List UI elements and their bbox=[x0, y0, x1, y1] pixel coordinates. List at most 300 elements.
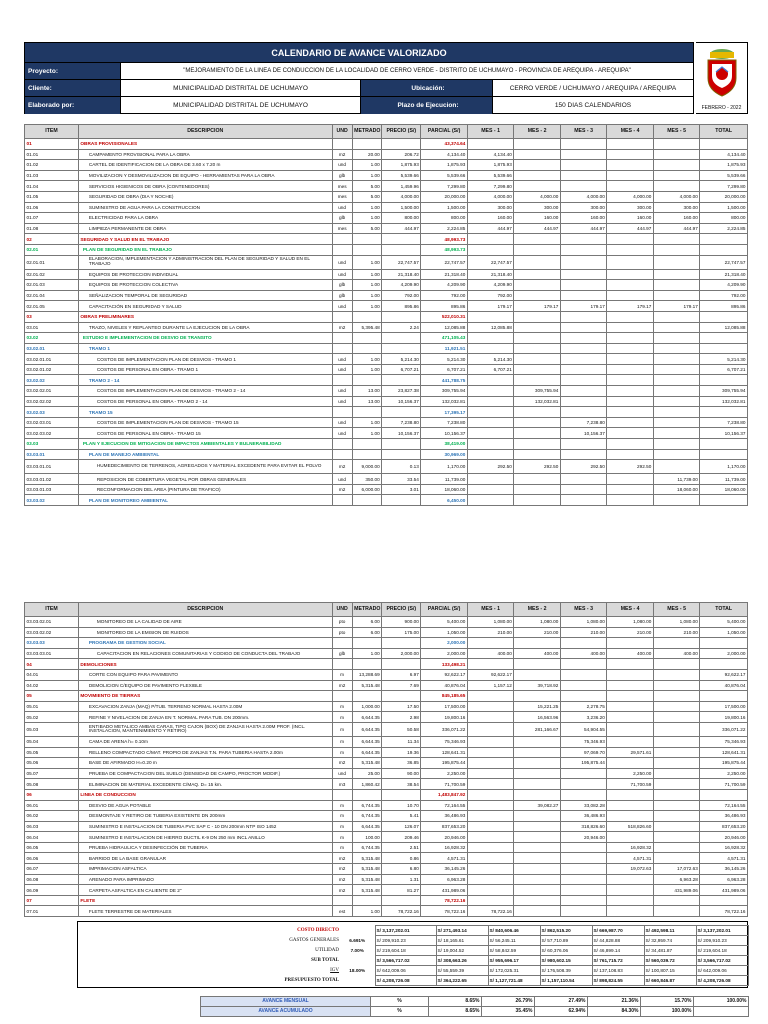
cell-mes-4 bbox=[607, 343, 654, 354]
cell-mes-3: 160.00 bbox=[560, 213, 607, 224]
cell-metrado: 13,288.69 bbox=[352, 669, 382, 680]
cell-und: m bbox=[332, 842, 352, 853]
cell-und: und bbox=[332, 386, 352, 397]
cell-metrado: 1.00 bbox=[352, 364, 382, 375]
cell-mes-1 bbox=[467, 712, 514, 723]
cell-mes-1 bbox=[467, 779, 514, 790]
cell-total bbox=[700, 375, 748, 386]
cell-mes-2 bbox=[514, 234, 561, 245]
cell-mes-1 bbox=[467, 832, 514, 843]
cell-metrado: 6,644.35 bbox=[352, 722, 382, 736]
cell-precio: 1,459.96 bbox=[382, 181, 421, 192]
cell-mes-5 bbox=[653, 779, 700, 790]
cell-mes-4 bbox=[607, 375, 654, 386]
table-row bbox=[25, 779, 748, 790]
cell-mes-4: 292.50 bbox=[607, 460, 654, 474]
cell-descripcion: EQUIPOS DE PROTECCION INDIVIDUAL bbox=[78, 269, 332, 280]
cell-mes-3 bbox=[560, 290, 607, 301]
cell-und bbox=[332, 659, 352, 670]
summary-value: S/ 219,604.18 bbox=[375, 946, 436, 956]
cell-mes-5 bbox=[653, 417, 700, 428]
cell-mes-2 bbox=[514, 322, 561, 333]
summary-value: S/ 840,606.46 bbox=[488, 926, 540, 936]
summary-value: S/ 34,481.87 bbox=[644, 946, 696, 956]
progress-value: 8.65% bbox=[429, 997, 482, 1007]
table-row bbox=[25, 460, 748, 474]
cell-mes-3: 2,278.75 bbox=[560, 701, 607, 712]
cell-item: 06.09 bbox=[25, 885, 79, 896]
cell-mes-3 bbox=[560, 768, 607, 779]
cell-mes-4: 518,826.60 bbox=[607, 821, 654, 832]
cell-mes-5 bbox=[653, 811, 700, 822]
cell-mes-5 bbox=[653, 269, 700, 280]
cell-mes-4 bbox=[607, 290, 654, 301]
cell-parcial: 11,921.51 bbox=[421, 343, 468, 354]
cell-item: 03.02.02.01 bbox=[25, 386, 79, 397]
cell-metrado bbox=[352, 659, 382, 670]
cell-mes-5 bbox=[653, 160, 700, 171]
cell-mes-1: 210.00 bbox=[467, 627, 514, 638]
cell-precio: 895.86 bbox=[382, 301, 421, 312]
cell-und: und bbox=[332, 160, 352, 171]
cell-mes-4 bbox=[607, 354, 654, 365]
cell-und bbox=[332, 895, 352, 906]
cell-und: m bbox=[332, 747, 352, 758]
cell-parcial: 133,498.21 bbox=[421, 659, 468, 670]
cell-mes-1 bbox=[467, 747, 514, 758]
cell-und bbox=[332, 449, 352, 460]
summary-label: IGV bbox=[330, 968, 339, 973]
cell-mes-4 bbox=[607, 659, 654, 670]
summary-value: S/ 209,910.23 bbox=[375, 936, 436, 946]
table-row bbox=[25, 768, 748, 779]
cell-mes-3 bbox=[560, 234, 607, 245]
cell-mes-1 bbox=[467, 234, 514, 245]
cell-mes-5: 400.00 bbox=[653, 648, 700, 659]
municipal-logo bbox=[696, 42, 748, 114]
cell-metrado: 6,744.35 bbox=[352, 800, 382, 811]
table-header bbox=[25, 603, 748, 617]
cell-mes-4 bbox=[607, 712, 654, 723]
cell-und: m2 bbox=[332, 874, 352, 885]
cell-precio: 10,156.37 bbox=[382, 396, 421, 407]
cell-mes-2 bbox=[514, 375, 561, 386]
cell-mes-5: 444.97 bbox=[653, 223, 700, 234]
cell-parcial: 336,071.22 bbox=[421, 722, 468, 736]
cell-mes-2 bbox=[514, 364, 561, 375]
cell-descripcion: SUMINISTRO DE AGUA PARA LA CONSTRUCCION bbox=[78, 202, 332, 213]
cell-parcial: 837,653.20 bbox=[421, 821, 468, 832]
cell-mes-3 bbox=[560, 842, 607, 853]
cell-mes-5 bbox=[653, 439, 700, 450]
cell-parcial: 48,993.73 bbox=[421, 234, 468, 245]
cell-parcial: 5,539.66 bbox=[421, 170, 468, 181]
progress-value: 84.30% bbox=[588, 1007, 641, 1017]
cell-item: 04.01 bbox=[25, 669, 79, 680]
cell-descripcion: IMPRIMACION ASFALTICA bbox=[78, 864, 332, 875]
cell-descripcion: PLAN Y EJECUCION DE MITIGACION DE IMPACTOS AMBIENTALES Y BULNERABILIDAD bbox=[78, 439, 332, 450]
cell-precio: 1,500.00 bbox=[382, 202, 421, 213]
cell-mes-1: 7,299.80 bbox=[467, 181, 514, 192]
summary-value: S/ 55,559.39 bbox=[436, 966, 488, 976]
cell-total: 7,299.80 bbox=[700, 181, 748, 192]
cell-und bbox=[332, 375, 352, 386]
cell-metrado: 1.00 bbox=[352, 301, 382, 312]
cell-total: 72,164.55 bbox=[700, 800, 748, 811]
cell-descripcion: FLETE bbox=[78, 895, 332, 906]
column-header-und: UND bbox=[332, 603, 352, 617]
table-row bbox=[25, 638, 748, 649]
cell-total bbox=[700, 439, 748, 450]
cell-metrado: 20.00 bbox=[352, 149, 382, 160]
cell-precio: 5,539.66 bbox=[382, 170, 421, 181]
cell-mes-4: 300.00 bbox=[607, 202, 654, 213]
cell-descripcion: LINEA DE CONDUCCION bbox=[78, 789, 332, 800]
cell-mes-4: 400.00 bbox=[607, 648, 654, 659]
cell-mes-4 bbox=[607, 449, 654, 460]
cell-und bbox=[332, 789, 352, 800]
cell-parcial: 5,400.00 bbox=[421, 617, 468, 628]
table-row bbox=[25, 874, 748, 885]
cell-mes-3: 195,875.44 bbox=[560, 758, 607, 769]
cell-und: m bbox=[332, 701, 352, 712]
cell-mes-1 bbox=[467, 638, 514, 649]
cell-item: 03.03.01.03 bbox=[25, 484, 79, 495]
cell-und: m2 bbox=[332, 149, 352, 160]
cell-mes-1 bbox=[467, 407, 514, 418]
cell-mes-1 bbox=[467, 484, 514, 495]
cell-metrado: 6,644.35 bbox=[352, 821, 382, 832]
cell-mes-1: 792.00 bbox=[467, 290, 514, 301]
summary-percent bbox=[340, 956, 375, 966]
cell-und bbox=[332, 439, 352, 450]
cell-mes-5 bbox=[653, 712, 700, 723]
table-row bbox=[25, 853, 748, 864]
cell-item: 03.02.01.01 bbox=[25, 354, 79, 365]
cell-item: 03.02.01.02 bbox=[25, 364, 79, 375]
cell-mes-5 bbox=[653, 280, 700, 291]
cell-precio: 50.58 bbox=[382, 722, 421, 736]
cell-mes-3 bbox=[560, 853, 607, 864]
cell-mes-5 bbox=[653, 364, 700, 375]
cell-mes-2 bbox=[514, 311, 561, 322]
cell-mes-1: 300.00 bbox=[467, 202, 514, 213]
cell-descripcion: COSTOS DE PERSONAL EN OBRA - TRAMO 15 bbox=[78, 428, 332, 439]
cell-mes-4 bbox=[607, 758, 654, 769]
summary-value: S/ 3,137,202.01 bbox=[375, 926, 436, 936]
cell-mes-3 bbox=[560, 449, 607, 460]
cell-parcial: 16,928.32 bbox=[421, 842, 468, 853]
cell-precio bbox=[382, 407, 421, 418]
cell-item: 01.07 bbox=[25, 213, 79, 224]
column-header-item: ITEM bbox=[25, 603, 79, 617]
cell-parcial: 17,395.17 bbox=[421, 407, 468, 418]
cell-total: 336,071.22 bbox=[700, 722, 748, 736]
cell-mes-2 bbox=[514, 864, 561, 875]
table-row bbox=[25, 213, 748, 224]
cell-und: und bbox=[332, 474, 352, 485]
cell-metrado bbox=[352, 789, 382, 800]
table-row bbox=[25, 191, 748, 202]
cell-parcial: 7,238.80 bbox=[421, 417, 468, 428]
summary-row bbox=[270, 936, 748, 946]
cell-mes-4 bbox=[607, 311, 654, 322]
cell-item: 01.03 bbox=[25, 170, 79, 181]
column-header-mes-5: MES - 5 bbox=[653, 603, 700, 617]
column-header-descripcion: DESCRIPCION bbox=[78, 125, 332, 139]
cell-mes-4 bbox=[607, 181, 654, 192]
cell-precio: 5.41 bbox=[382, 811, 421, 822]
cell-mes-5: 17,072.63 bbox=[653, 864, 700, 875]
cell-descripcion: TRAMO 15 bbox=[78, 407, 332, 418]
cell-mes-3: 318,826.60 bbox=[560, 821, 607, 832]
cell-parcial: 40,876.04 bbox=[421, 680, 468, 691]
cell-mes-1 bbox=[467, 417, 514, 428]
cell-parcial: 1,500.00 bbox=[421, 202, 468, 213]
cell-item: 05.06 bbox=[25, 758, 79, 769]
cell-mes-1 bbox=[467, 659, 514, 670]
cell-metrado: 1.00 bbox=[352, 417, 382, 428]
cell-und: m bbox=[332, 736, 352, 747]
table-row bbox=[25, 484, 748, 495]
cell-mes-2: 179.17 bbox=[514, 301, 561, 312]
cell-und: und bbox=[332, 396, 352, 407]
column-header-mes-1: MES - 1 bbox=[467, 603, 514, 617]
table-row bbox=[25, 648, 748, 659]
cell-descripcion: TRAMO 2 - 14 bbox=[78, 375, 332, 386]
table-row bbox=[25, 800, 748, 811]
cell-mes-3 bbox=[560, 139, 607, 150]
cell-metrado: 1.00 bbox=[352, 202, 382, 213]
cell-mes-4 bbox=[607, 407, 654, 418]
cell-mes-1: 5,539.66 bbox=[467, 170, 514, 181]
summary-percent bbox=[340, 926, 375, 936]
cell-mes-5 bbox=[653, 234, 700, 245]
progress-value: 8.65% bbox=[429, 1007, 482, 1017]
cell-parcial: 845,185.65 bbox=[421, 691, 468, 702]
cell-mes-2 bbox=[514, 768, 561, 779]
table-row bbox=[25, 202, 748, 213]
cell-item: 06.04 bbox=[25, 832, 79, 843]
cell-total: 78,722.16 bbox=[700, 906, 748, 917]
cell-item: 04 bbox=[25, 659, 79, 670]
cell-mes-5 bbox=[653, 449, 700, 460]
cell-parcial: 2,250.00 bbox=[421, 768, 468, 779]
cell-mes-4: 19,072.63 bbox=[607, 864, 654, 875]
cell-mes-2 bbox=[514, 428, 561, 439]
table-row bbox=[25, 691, 748, 702]
budget-table-2 bbox=[24, 602, 748, 917]
plazo-value: 150 DIAS CALENDARIOS bbox=[492, 97, 693, 114]
cell-parcial: 22,747.57 bbox=[421, 255, 468, 269]
cell-item: 03.02.02 bbox=[25, 375, 79, 386]
cell-metrado: 1.00 bbox=[352, 280, 382, 291]
cell-metrado bbox=[352, 895, 382, 906]
table-row bbox=[25, 139, 748, 150]
cell-metrado: 5,315.48 bbox=[352, 864, 382, 875]
cell-precio: 78,722.16 bbox=[382, 906, 421, 917]
cell-mes-4: 179.17 bbox=[607, 301, 654, 312]
cell-descripcion: COSTOS DE IMPLEMENTACION PLAN DE DESVIOS - TRAMO 1 bbox=[78, 354, 332, 365]
cell-descripcion: CAPACITACION EN RELACIONES COMUNITARIAS Y CODIGO DE CONDUCTA DEL TRABAJO bbox=[78, 648, 332, 659]
cell-total: 16,928.32 bbox=[700, 842, 748, 853]
cell-mes-1: 92,622.17 bbox=[467, 669, 514, 680]
cell-mes-5 bbox=[653, 407, 700, 418]
cell-mes-3 bbox=[560, 255, 607, 269]
cell-mes-4 bbox=[607, 149, 654, 160]
column-header-total: TOTAL bbox=[700, 603, 748, 617]
table-row bbox=[25, 736, 748, 747]
cell-mes-2 bbox=[514, 181, 561, 192]
cell-mes-1: 160.00 bbox=[467, 213, 514, 224]
cell-total: 36,486.93 bbox=[700, 811, 748, 822]
cell-mes-5 bbox=[653, 244, 700, 255]
cell-parcial: 895.86 bbox=[421, 301, 468, 312]
cell-mes-2 bbox=[514, 821, 561, 832]
cell-mes-2 bbox=[514, 659, 561, 670]
table-row bbox=[25, 343, 748, 354]
cell-mes-3: 20,946.00 bbox=[560, 832, 607, 843]
cell-precio: 5,214.30 bbox=[382, 354, 421, 365]
cell-mes-4 bbox=[607, 170, 654, 181]
cell-parcial: 195,875.44 bbox=[421, 758, 468, 769]
progress-row bbox=[201, 997, 749, 1007]
cell-metrado: 13.00 bbox=[352, 396, 382, 407]
cell-mes-5 bbox=[653, 333, 700, 344]
cell-parcial: 20,000.00 bbox=[421, 191, 468, 202]
cell-descripcion: PLAN DE SEGURIDAD EN EL TRABAJO bbox=[78, 244, 332, 255]
cell-und: m3 bbox=[332, 779, 352, 790]
cell-mes-1: 6,707.21 bbox=[467, 364, 514, 375]
cell-und: und bbox=[332, 417, 352, 428]
cell-item: 03.01 bbox=[25, 322, 79, 333]
cell-mes-5 bbox=[653, 853, 700, 864]
cell-mes-5 bbox=[653, 290, 700, 301]
table-row bbox=[25, 617, 748, 628]
cell-item: 05 bbox=[25, 691, 79, 702]
cell-mes-2 bbox=[514, 290, 561, 301]
cell-mes-4 bbox=[607, 638, 654, 649]
cell-mes-1 bbox=[467, 386, 514, 397]
cell-mes-3: 97,069.70 bbox=[560, 747, 607, 758]
cell-metrado: 6.00 bbox=[352, 617, 382, 628]
cell-descripcion: CAMPAMENTO PROVISIONAL PARA LA OBRA bbox=[78, 149, 332, 160]
cell-parcial: 2,000.00 bbox=[421, 638, 468, 649]
cell-mes-4 bbox=[607, 885, 654, 896]
cliente-label: Cliente: bbox=[25, 80, 120, 96]
table-row bbox=[25, 234, 748, 245]
cell-descripcion: ELECTRICIDAD PARA LA OBRA bbox=[78, 213, 332, 224]
cell-mes-1 bbox=[467, 333, 514, 344]
cell-mes-1 bbox=[467, 874, 514, 885]
cell-metrado: 6,644.35 bbox=[352, 747, 382, 758]
cell-descripcion: SERVICIOS HIGIENICOS DE OBRA (CONTENEDORES) bbox=[78, 181, 332, 192]
cell-item: 04.02 bbox=[25, 680, 79, 691]
cell-metrado: 5.00 bbox=[352, 223, 382, 234]
summary-row bbox=[270, 976, 748, 986]
cell-total: 128,641.31 bbox=[700, 747, 748, 758]
summary-value: S/ 209,910.23 bbox=[696, 936, 748, 946]
cell-mes-2 bbox=[514, 747, 561, 758]
cell-descripcion: DESVIO DE AGUA POTABLE bbox=[78, 800, 332, 811]
cell-mes-5 bbox=[653, 386, 700, 397]
cell-parcial: 6,707.21 bbox=[421, 364, 468, 375]
cell-und: m2 bbox=[332, 885, 352, 896]
cell-item: 01 bbox=[25, 139, 79, 150]
progress-value: 27.49% bbox=[535, 997, 588, 1007]
cell-item: 05.05 bbox=[25, 747, 79, 758]
cell-und: glb bbox=[332, 213, 352, 224]
cell-total: 309,755.94 bbox=[700, 386, 748, 397]
table-row bbox=[25, 474, 748, 485]
cell-und: und bbox=[332, 768, 352, 779]
cell-mes-5 bbox=[653, 396, 700, 407]
cell-parcial: 1,170.00 bbox=[421, 460, 468, 474]
cell-und bbox=[332, 311, 352, 322]
cell-item: 03.03.02.02 bbox=[25, 627, 79, 638]
summary-percent: 7.00% bbox=[350, 948, 364, 953]
cell-mes-5 bbox=[653, 722, 700, 736]
cell-item: 03.02.02.02 bbox=[25, 396, 79, 407]
cell-parcial: 38,419.00 bbox=[421, 439, 468, 450]
table-row bbox=[25, 407, 748, 418]
summary-value: S/ 560,039.72 bbox=[644, 956, 696, 966]
cell-mes-5: 431,989.06 bbox=[653, 885, 700, 896]
column-header-mes-2: MES - 2 bbox=[514, 603, 561, 617]
cell-mes-4 bbox=[607, 364, 654, 375]
cell-und: pto bbox=[332, 617, 352, 628]
cell-und bbox=[332, 638, 352, 649]
cell-parcial: 36,486.93 bbox=[421, 811, 468, 822]
summary-value: S/ 669,987.70 bbox=[592, 926, 644, 936]
cell-metrado: 1.00 bbox=[352, 648, 382, 659]
cell-und: glb bbox=[332, 290, 352, 301]
cell-descripcion: LIMPIEZA PERMANENTE DE OBRA bbox=[78, 223, 332, 234]
cell-descripcion: ENTIBADO METALICO AMBAS CARAS, TIPO CAJON (BOX) DE ZANJAS HASTA 2.00M PROF. (INCL. INSTALACION, MANTENIMIENTO Y RETIRO) bbox=[78, 722, 332, 736]
cell-total bbox=[700, 495, 748, 506]
cell-mes-3 bbox=[560, 322, 607, 333]
summary-value: S/ 19,004.52 bbox=[436, 946, 488, 956]
progress-value: 15.70% bbox=[641, 997, 694, 1007]
cell-mes-1 bbox=[467, 439, 514, 450]
cell-item: 07.01 bbox=[25, 906, 79, 917]
cell-mes-5 bbox=[653, 832, 700, 843]
cell-mes-2 bbox=[514, 149, 561, 160]
cell-parcial: 6,450.00 bbox=[421, 495, 468, 506]
cell-descripcion: ESTUDIO E IMPLEMENTACION DE DESVIO DE TRANSITO bbox=[78, 333, 332, 344]
cell-mes-1: 444.97 bbox=[467, 223, 514, 234]
cell-total: 10,156.37 bbox=[700, 428, 748, 439]
summary-value: S/ 761,715.72 bbox=[592, 956, 644, 966]
cell-parcial: 431,989.06 bbox=[421, 885, 468, 896]
cell-precio: 175.00 bbox=[382, 627, 421, 638]
cell-parcial: 17,500.00 bbox=[421, 701, 468, 712]
cell-total bbox=[700, 789, 748, 800]
cell-total bbox=[700, 333, 748, 344]
cell-mes-5: 179.17 bbox=[653, 301, 700, 312]
cell-precio bbox=[382, 333, 421, 344]
table-row bbox=[25, 311, 748, 322]
cell-precio bbox=[382, 659, 421, 670]
cell-total: 800.00 bbox=[700, 213, 748, 224]
cell-mes-4 bbox=[607, 484, 654, 495]
cell-precio: 6.97 bbox=[382, 669, 421, 680]
cell-item: 06.06 bbox=[25, 853, 79, 864]
cell-item: 02.01.01 bbox=[25, 255, 79, 269]
cell-mes-3 bbox=[560, 311, 607, 322]
cell-parcial: 10,156.37 bbox=[421, 428, 468, 439]
cell-mes-5 bbox=[653, 701, 700, 712]
